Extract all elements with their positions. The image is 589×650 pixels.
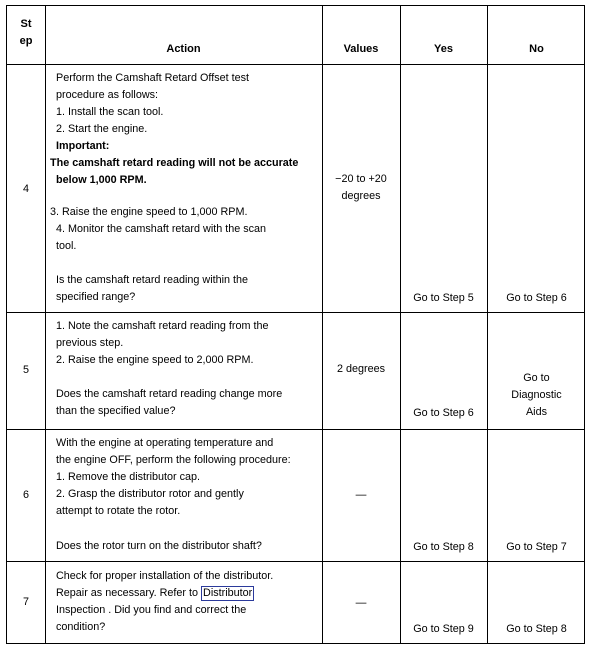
important-label: Important: — [56, 140, 110, 152]
action-line: 1. Remove the distributor cap. — [56, 471, 201, 483]
action-line: previous step. — [56, 337, 124, 349]
action-line: tool. — [56, 240, 77, 252]
header-no: No — [529, 43, 544, 55]
yes-cell: Go to Step 6 — [413, 407, 474, 419]
step-number: 7 — [22, 596, 29, 608]
action-line: 2. Start the engine. — [56, 123, 148, 135]
action-line: With the engine at operating temperature and — [56, 437, 274, 449]
values-cell: −20 to +20 degrees — [335, 173, 387, 202]
values-cell: 2 degrees — [336, 363, 386, 375]
action-line: 4. Monitor the camshaft retard with the scan — [56, 223, 267, 235]
action-line: condition? — [56, 621, 106, 633]
action-line: 1. Note the camshaft retard reading from the — [56, 320, 269, 332]
row-divider — [7, 561, 584, 562]
step-number: 6 — [22, 489, 29, 501]
values-cell: — — [355, 489, 367, 501]
action-line: attempt to rotate the rotor. — [56, 505, 181, 517]
action-line: Perform the Camshaft Retard Offset test — [56, 72, 250, 84]
no-cell: Go to Diagnostic Aids — [511, 372, 562, 418]
yes-cell: Go to Step 9 — [413, 623, 474, 635]
no-cell: Go to Step 8 — [506, 623, 567, 635]
header-values: Values — [343, 43, 379, 55]
action-line: 3. Raise the engine speed to 1,000 RPM. — [50, 206, 248, 218]
column-divider — [322, 6, 323, 643]
action-line: 2. Raise the engine speed to 2,000 RPM. — [56, 354, 254, 366]
step-number: 4 — [22, 183, 29, 195]
no-cell: Go to Step 7 — [506, 541, 567, 553]
distributor-link[interactable]: Distributor — [203, 587, 253, 599]
action-line: the engine OFF, perform the following procedure: — [56, 454, 291, 466]
step-number: 5 — [22, 364, 29, 376]
diagnostic-table — [6, 5, 585, 644]
header-yes: Yes — [434, 43, 453, 55]
header-step: St ep — [19, 18, 33, 47]
yes-cell: Go to Step 5 — [413, 292, 474, 304]
action-line: Is the camshaft retard reading within the — [56, 274, 249, 286]
header-divider — [7, 64, 584, 65]
action-line: Check for proper installation of the distributor. — [56, 570, 274, 582]
row-divider — [7, 312, 584, 313]
action-line: Repair as necessary. Refer to Distributor — [56, 587, 253, 599]
yes-cell: Go to Step 8 — [413, 541, 474, 553]
action-line: 1. Install the scan tool. — [56, 106, 164, 118]
action-line: procedure as follows: — [56, 89, 159, 101]
row-divider — [7, 429, 584, 430]
column-divider — [45, 6, 46, 643]
action-line: Does the rotor turn on the distributor shaft? — [56, 540, 262, 552]
important-note: below 1,000 RPM. — [56, 174, 147, 186]
action-line: than the specified value? — [56, 405, 176, 417]
header-action: Action — [166, 43, 201, 55]
action-line: specified range? — [56, 291, 136, 303]
important-note: The camshaft retard reading will not be accurate — [50, 157, 299, 169]
values-cell: — — [355, 597, 367, 609]
action-line: 2. Grasp the distributor rotor and gently — [56, 488, 244, 500]
no-cell: Go to Step 6 — [506, 292, 567, 304]
action-line: Inspection . Did you find and correct the — [56, 604, 247, 616]
action-line: Does the camshaft retard reading change more — [56, 388, 283, 400]
